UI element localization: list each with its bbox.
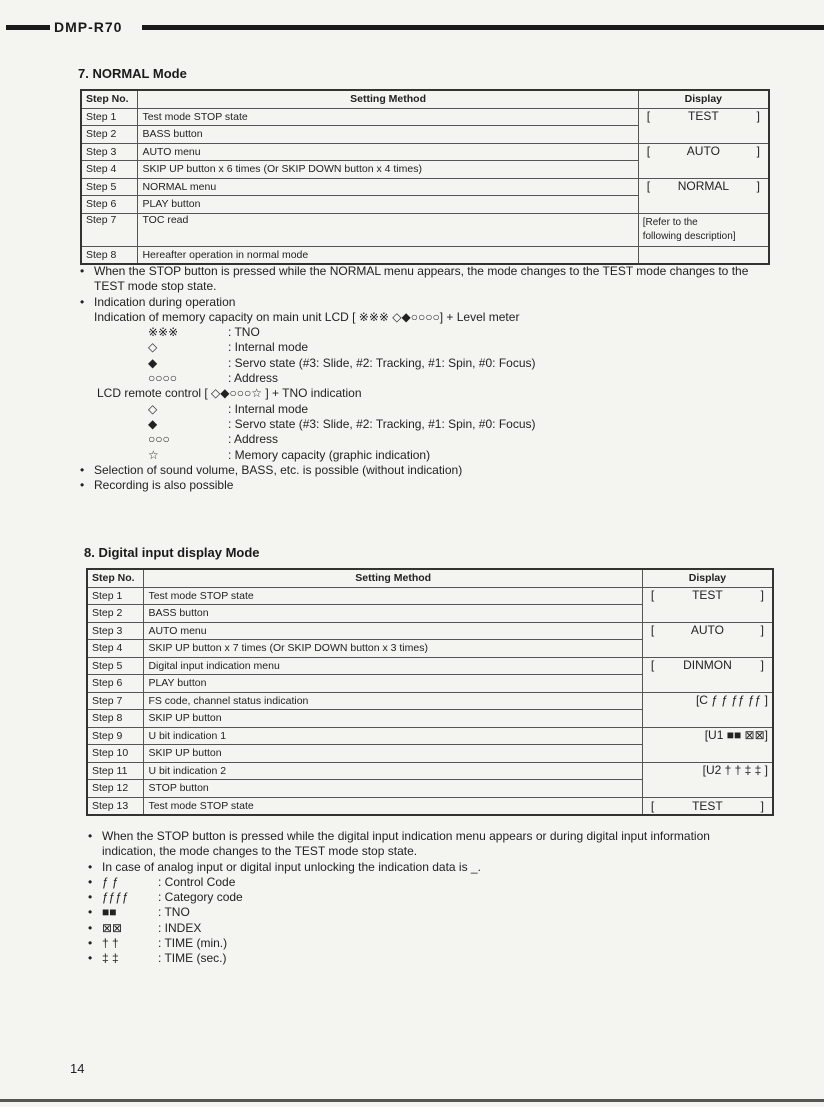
step-cell: Step 7	[87, 692, 144, 710]
col-step-no: Step No.	[81, 90, 138, 108]
display-cell: [C ƒ ƒ ƒƒ ƒƒ ]	[642, 692, 773, 727]
remote-legend	[80, 402, 780, 463]
legend-row: • ƒƒƒƒ : Category code	[88, 890, 788, 905]
legend-row: ○○○○ : Address	[148, 371, 279, 386]
legend-row: ◆ : Servo state (#3: Slide, #2: Tracking, #1: Spin, #0: Focus)	[148, 355, 536, 370]
step-cell: Step 3	[81, 143, 138, 161]
method-cell: STOP button	[144, 780, 642, 798]
table-header-row	[81, 90, 769, 108]
col-setting-method: Setting Method	[144, 569, 642, 587]
table-row	[81, 143, 769, 161]
legend-row: • † † : TIME (min.)	[88, 936, 788, 951]
method-cell: FS code, channel status indication	[144, 692, 642, 710]
method-cell: Test mode STOP state	[144, 797, 642, 815]
display-note-line1: [Refer to the	[642, 216, 698, 228]
table-row	[81, 213, 769, 246]
step-cell: Step 8	[87, 710, 144, 728]
legend-row: ※※※ : TNO	[148, 325, 260, 340]
method-cell: SKIP UP button	[144, 710, 642, 728]
table-row	[87, 797, 773, 815]
col-step-no: Step No.	[87, 569, 144, 587]
table-row	[87, 762, 773, 780]
section-8-notes	[88, 829, 788, 967]
table-row	[81, 246, 769, 264]
section-8-title: 8. Digital input display Mode	[84, 545, 260, 560]
method-cell: Digital input indication menu	[144, 657, 642, 675]
step-cell: Step 7	[81, 213, 138, 246]
legend-row: ◇ : Internal mode	[148, 340, 309, 355]
step-cell: Step 5	[81, 178, 138, 196]
step-cell: Step 6	[87, 675, 144, 693]
footer-rule	[0, 1099, 824, 1102]
display-cell: [ TEST ]	[642, 797, 773, 815]
section-7-notes	[80, 264, 780, 493]
method-cell: NORMAL menu	[138, 178, 638, 196]
display-cell: [ TEST ]	[642, 587, 773, 622]
method-cell: Test mode STOP state	[138, 108, 638, 126]
display-cell: [U1 ■■ ⊠⊠]	[642, 727, 773, 762]
digital-input-table	[86, 568, 774, 816]
table-row	[87, 622, 773, 640]
legend-row: ○○○ : Address	[148, 432, 279, 447]
note-item: • When the STOP button is pressed while the digital input indication menu appears or during digital input information indication, the mode changes to the TEST mode stop state.	[88, 829, 788, 860]
col-display: Display	[638, 90, 769, 108]
display-cell: [ AUTO ]	[642, 622, 773, 657]
table-row	[87, 692, 773, 710]
note-item: • When the STOP button is pressed while the NORMAL menu appears, the mode changes to the TEST mode changes to the TEST mode stop state.	[80, 264, 780, 295]
display-cell: [ DINMON ]	[642, 657, 773, 692]
legend-row: • ■■ : TNO	[88, 905, 788, 920]
remote-line: LCD remote control [ ◇◆○○○☆ ] + TNO indication	[97, 386, 362, 401]
table-row	[87, 587, 773, 605]
legend-row: ◇ : Internal mode	[148, 401, 309, 416]
legend-row: ☆ : Memory capacity (graphic indication)	[148, 447, 431, 462]
step-cell: Step 9	[87, 727, 144, 745]
method-cell: PLAY button	[144, 675, 642, 693]
display-cell-empty	[638, 246, 769, 264]
display-cell: [ AUTO ]	[638, 143, 769, 178]
section-7-title: 7. NORMAL Mode	[78, 66, 187, 81]
method-cell: TOC read	[138, 213, 638, 246]
method-cell: U bit indication 2	[144, 762, 642, 780]
note-item: • Recording is also possible	[80, 478, 780, 493]
method-cell: SKIP UP button	[144, 745, 642, 763]
method-cell: BASS button	[138, 126, 638, 144]
step-cell: Step 3	[87, 622, 144, 640]
model-name: DMP-R70	[54, 19, 123, 35]
step-cell: Step 4	[81, 161, 138, 179]
col-display: Display	[642, 569, 773, 587]
display-cell	[638, 213, 769, 246]
step-cell: Step 4	[87, 640, 144, 658]
header-rule-left	[6, 25, 50, 30]
step-cell: Step 5	[87, 657, 144, 675]
table-header-row	[87, 569, 773, 587]
method-cell: PLAY button	[138, 196, 638, 214]
note-item: • Indication during operation Indication of memory capacity on main unit LCD [ ※※※ ◇◆○○○○] + Level meter	[80, 295, 780, 326]
method-cell: BASS button	[144, 605, 642, 623]
header-rule-right	[142, 25, 824, 30]
display-cell: [ TEST ]	[638, 108, 769, 143]
step-cell: Step 8	[81, 246, 138, 264]
step-cell: Step 6	[81, 196, 138, 214]
legend-row: ◆ : Servo state (#3: Slide, #2: Tracking, #1: Spin, #0: Focus)	[148, 416, 536, 431]
step-cell: Step 12	[87, 780, 144, 798]
note-item: • Selection of sound volume, BASS, etc. is possible (without indication)	[80, 463, 780, 478]
step-cell: Step 2	[81, 126, 138, 144]
display-note-line2: following description]	[642, 230, 736, 242]
method-cell: AUTO menu	[144, 622, 642, 640]
main-lcd-legend	[80, 325, 780, 386]
method-cell: SKIP UP button x 7 times (Or SKIP DOWN button x 3 times)	[144, 640, 642, 658]
step-cell: Step 1	[81, 108, 138, 126]
step-cell: Step 2	[87, 605, 144, 623]
step-cell: Step 13	[87, 797, 144, 815]
table-row	[87, 657, 773, 675]
legend-row: • ⊠⊠ : INDEX	[88, 921, 788, 936]
normal-mode-table	[80, 89, 770, 265]
page-number: 14	[70, 1061, 85, 1076]
col-setting-method: Setting Method	[138, 90, 638, 108]
method-cell: AUTO menu	[138, 143, 638, 161]
display-cell: [U2 † † ‡ ‡ ]	[642, 762, 773, 797]
step-cell: Step 11	[87, 762, 144, 780]
table-row	[87, 727, 773, 745]
step-cell: Step 10	[87, 745, 144, 763]
step-cell: Step 1	[87, 587, 144, 605]
legend-row: • ‡ ‡ : TIME (sec.)	[88, 951, 788, 966]
display-cell: [ NORMAL ]	[638, 178, 769, 213]
method-cell: Hereafter operation in normal mode	[138, 246, 638, 264]
page-header	[0, 19, 824, 35]
table-row	[81, 108, 769, 126]
method-cell: SKIP UP button x 6 times (Or SKIP DOWN button x 4 times)	[138, 161, 638, 179]
method-cell: U bit indication 1	[144, 727, 642, 745]
legend-row: • ƒ ƒ : Control Code	[88, 875, 788, 890]
method-cell: Test mode STOP state	[144, 587, 642, 605]
table-row	[81, 178, 769, 196]
note-item: • In case of analog input or digital input unlocking the indication data is _.	[88, 860, 788, 875]
